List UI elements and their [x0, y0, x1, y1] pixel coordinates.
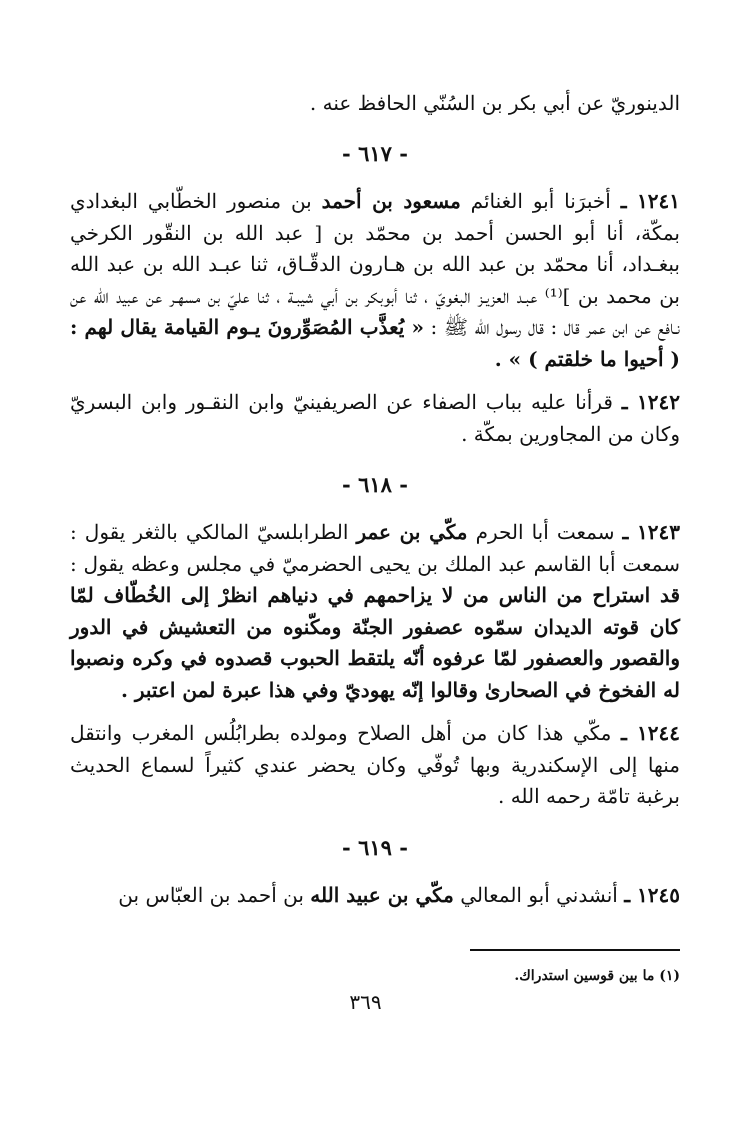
paragraph-1243	[70, 517, 680, 706]
paragraph-text: سمعت أبا الحرم	[475, 520, 615, 544]
footnote-separator	[470, 949, 680, 951]
paragraph-1245	[70, 880, 680, 912]
narrator-name: مسعود بن أحمد	[321, 189, 461, 213]
quoted-saying: قد استراح من الناس من لا يزاحمهم في دنياهم انظرْ إلى الخُطّاف لمّا كان قوته الديدان سمّوه عصفور الجنّة ومكّنوه من التعشيش في الدور والقصور والعصفور لمّا عرفوه أنّه يلتقط الحبوب قصدوه في وكره ونصبوا له الفخوخ في الصحارىٰ وقالوا إنّه يهوديّ وفي هذا عبرة لمن اعتبر .	[70, 583, 680, 702]
hadith-quote: « يُعذَّب المُصَوِّرونَ يـوم القيامة يقال لهم : ( أحيوا ما خلقتم ) » .	[70, 315, 680, 371]
paragraph-text: قرأنا عليه بباب الصفاء عن الصريفينيّ وابن النقـور وابن البسريّ وكان من المجاورين بمكّة .	[70, 390, 680, 446]
paragraph-text: الطرابلسيّ المالكي بالثغر يقول : سمعت أبا القاسم عبد الملك بن يحيى الحضرميّ في مجلس وعظه يقول :	[70, 520, 680, 576]
paragraph-number: ١٢٤٣ ـ	[622, 520, 680, 544]
paragraph-text: بن منصور الخطّابي البغدادي بمكّة، أنا أبو الحسن أحمد بن محمّد بن [ عبد الله بن النقّور الكرخي ببغـداد، أنا محمّد بن عبد الله بن هـارون الدقّـاق، ثنا عبـد الله بن عبد الله بن محمد بن ]⁽¹⁾ عبـد العزيـز البغويّ ، ثنا أبوبكر بن أبي شيبـة ، ثنا عليّ بن مسهـر عن عبيد الله عن نـافع عن ابن عمر قال : قال رسول الله ﷺ :	[70, 189, 681, 339]
paragraph-1244	[70, 718, 680, 813]
paragraph-text: أنشدني أبو المعالي	[460, 882, 618, 907]
section-heading-619: - ٦١٩ -	[342, 834, 408, 860]
narrator-name: مكّي بن عمر	[356, 520, 468, 544]
top-line: الدينوريّ عن أبي بكر بن السُنّي الحافظ عنه .	[309, 91, 680, 115]
paragraph-number: ١٢٤٥ ـ	[624, 882, 680, 907]
paragraph-number: ١٢٤٤ ـ	[621, 721, 681, 745]
paragraph-text: بن أحمد بن العبّاس بن	[118, 882, 304, 907]
page-number: ٣٦٩	[349, 990, 382, 1014]
section-heading-618: - ٦١٨ -	[342, 472, 408, 497]
footnote: (١) ما بين قوسين استدراك.	[514, 968, 680, 984]
paragraph-text: أخبرَنا أبو الغنائم	[470, 189, 611, 213]
paragraph-text: مكّي هذا كان من أهل الصلاح ومولده بطرابُلُس المغرب وانتقل منها إلى الإسكندرية وبها تُوفّي وكان يحضر عندي كثيراً لسماع الحديث برغبة تامّة رحمه الله .	[70, 721, 680, 808]
section-heading-617: - ٦١٧ -	[342, 141, 408, 166]
paragraph-number: ١٢٤١ ـ	[620, 189, 680, 213]
page-body	[70, 88, 680, 1088]
paragraph-1242	[70, 387, 680, 450]
narrator-name: مكّي بن عبيد الله	[310, 882, 454, 907]
paragraph-number: ١٢٤٢ ـ	[621, 390, 681, 414]
paragraph-1241	[70, 186, 680, 375]
